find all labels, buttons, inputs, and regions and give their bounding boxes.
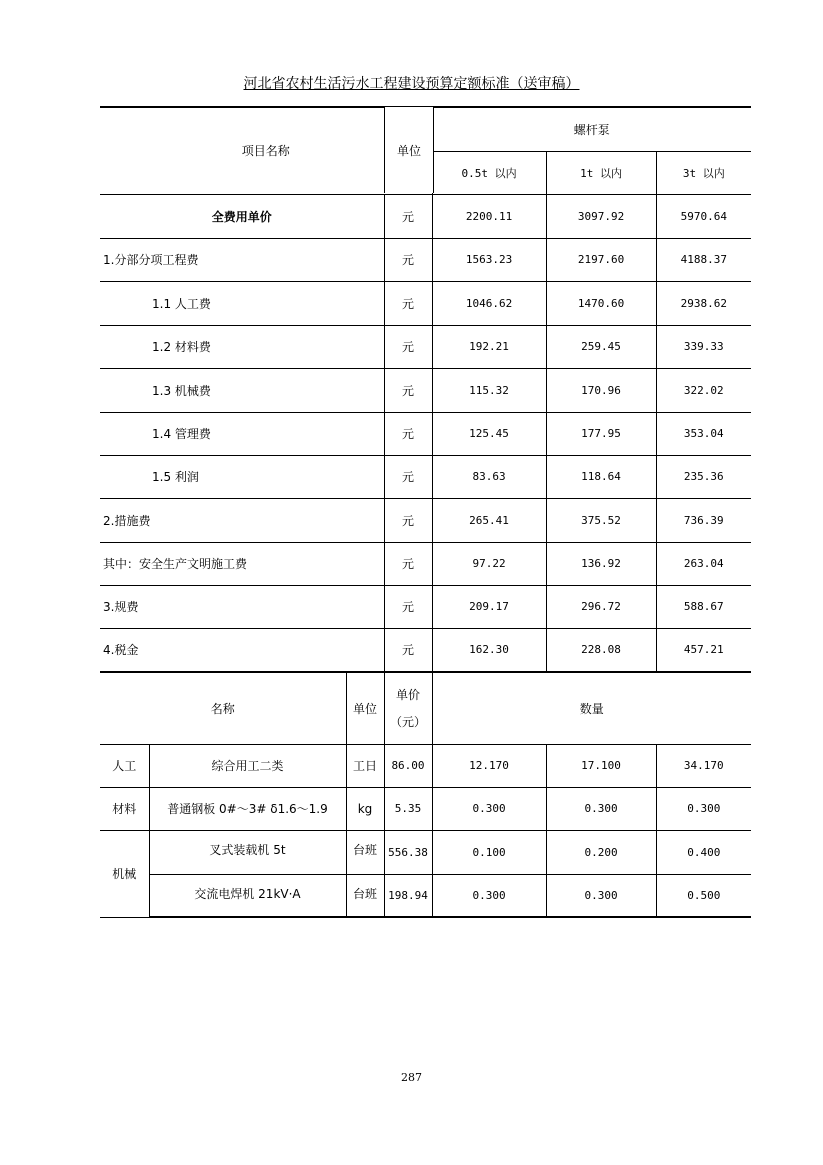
cost-row-unit: 元 [384,455,432,498]
res-row-value: 0.300 [546,787,656,830]
cost-row [100,238,751,281]
header-unit-cell [384,107,434,193]
cost-row-unit: 元 [384,585,432,628]
cost-row-value: 170.96 [546,368,656,412]
cost-row-value: 4188.37 [656,238,751,281]
cost-row-unit: 元 [384,412,432,455]
cost-row-value: 83.63 [432,455,546,498]
cost-row-value: 375.52 [546,498,656,542]
res-row-unit: kg [346,787,384,830]
cost-row-name: 3.规费 [100,585,384,628]
document-title: 河北省农村生活污水工程建设预算定额标准（送审稿） [243,76,580,92]
cost-row-value: 1046.62 [432,281,546,325]
header-col-0: 0.5t 以内 [432,151,546,194]
cost-row-unit: 元 [384,368,432,412]
resource-row [100,787,751,830]
res-row-price: 86.00 [384,744,432,787]
cost-row [100,194,751,238]
cost-row-value: 162.30 [432,628,546,672]
cost-row-name: 全费用单价 [100,194,384,238]
cost-row-value: 588.67 [656,585,751,628]
cost-row-unit: 元 [384,542,432,585]
res-header-price [384,672,432,744]
cost-row-value: 136.92 [546,542,656,585]
cost-row [100,628,751,672]
cost-row-value: 736.39 [656,498,751,542]
header-col-1: 1t 以内 [546,151,656,194]
cost-row-name: 1.1 人工费 [100,281,384,325]
quota-table [100,106,751,918]
cost-row [100,368,751,412]
cost-row-value: 177.95 [546,412,656,455]
cost-row [100,281,751,325]
cost-row [100,325,751,368]
res-row-value: 17.100 [546,744,656,787]
cost-row-name: 1.4 管理费 [100,412,384,455]
cost-row-value: 322.02 [656,368,751,412]
res-row-cat: 材料 [100,787,149,830]
cost-row-value: 115.32 [432,368,546,412]
cost-row-name: 1.2 材料费 [100,325,384,368]
res-row-unit: 台班 [346,830,384,874]
header-item-name: 项目名称 [100,107,432,194]
res-row-name: 叉式装载机 5t [149,830,346,874]
cost-row [100,412,751,455]
res-row-value: 0.300 [432,787,546,830]
cost-row-value: 353.04 [656,412,751,455]
cost-row-unit: 元 [384,194,432,238]
res-row-cat: 人工 [100,744,149,787]
res-header-price-unit: （元） [390,715,427,730]
cost-row-value: 192.21 [432,325,546,368]
cost-row-value: 1563.23 [432,238,546,281]
cost-row [100,498,751,542]
res-row-value: 0.200 [546,830,656,874]
res-header-price-label: 单价 [396,688,421,703]
cost-row-value: 97.22 [432,542,546,585]
cost-row-name: 1.分部分项工程费 [100,238,384,281]
res-row-name: 综合用工二类 [149,744,346,787]
resource-row [100,744,751,787]
res-row-value: 0.500 [656,874,751,917]
res-row-value: 12.170 [432,744,546,787]
res-row-value: 0.100 [432,830,546,874]
page-number: 287 [401,1071,422,1084]
cost-row-value: 265.41 [432,498,546,542]
cost-row-unit: 元 [384,281,432,325]
cost-row-value: 5970.64 [656,194,751,238]
cost-row-value: 2938.62 [656,281,751,325]
resource-row [100,874,751,917]
cost-row [100,455,751,498]
cost-row-value: 125.45 [432,412,546,455]
cost-row-unit: 元 [384,498,432,542]
cost-row-value: 235.36 [656,455,751,498]
header-group: 螺杆泵 [432,107,751,151]
res-row-value: 0.300 [546,874,656,917]
cost-row-value: 3097.92 [546,194,656,238]
res-row-price: 556.38 [384,830,432,874]
res-row-value: 0.300 [656,787,751,830]
resource-row [100,830,751,874]
cost-row-name: 1.5 利润 [100,455,384,498]
cost-row-name: 2.措施费 [100,498,384,542]
res-row-unit: 台班 [346,874,384,917]
resource-header-row [100,672,751,744]
res-row-name: 普通钢板 0#～3# δ1.6～1.9 [149,787,346,830]
cost-row [100,585,751,628]
cost-row-value: 2200.11 [432,194,546,238]
header-col-2: 3t 以内 [656,151,751,194]
res-row-price: 198.94 [384,874,432,917]
res-row-value: 0.300 [432,874,546,917]
cost-row [100,542,751,585]
res-row-cat: 机械 [100,830,149,917]
res-row-value: 34.170 [656,744,751,787]
cost-row-value: 457.21 [656,628,751,672]
cost-row-value: 228.08 [546,628,656,672]
res-header-unit: 单位 [346,672,384,744]
cost-row-value: 259.45 [546,325,656,368]
cost-row-unit: 元 [384,325,432,368]
cost-row-name: 1.3 机械费 [100,368,384,412]
cost-row-unit: 元 [384,238,432,281]
res-row-unit: 工日 [346,744,384,787]
cost-row-name: 其中：安全生产文明施工费 [100,542,384,585]
cost-row-value: 296.72 [546,585,656,628]
res-header-qty: 数量 [432,672,751,744]
res-row-name: 交流电焊机 21kV·A [149,874,346,917]
cost-row-value: 118.64 [546,455,656,498]
cost-row-value: 263.04 [656,542,751,585]
header-unit-label: 单位 [396,143,421,158]
cost-row-value: 1470.60 [546,281,656,325]
cost-row-value: 2197.60 [546,238,656,281]
cost-row-value: 209.17 [432,585,546,628]
res-row-price: 5.35 [384,787,432,830]
res-row-value: 0.400 [656,830,751,874]
res-header-name: 名称 [100,672,346,744]
cost-row-name: 4.税金 [100,628,384,672]
cost-row-unit: 元 [384,628,432,672]
cost-row-value: 339.33 [656,325,751,368]
